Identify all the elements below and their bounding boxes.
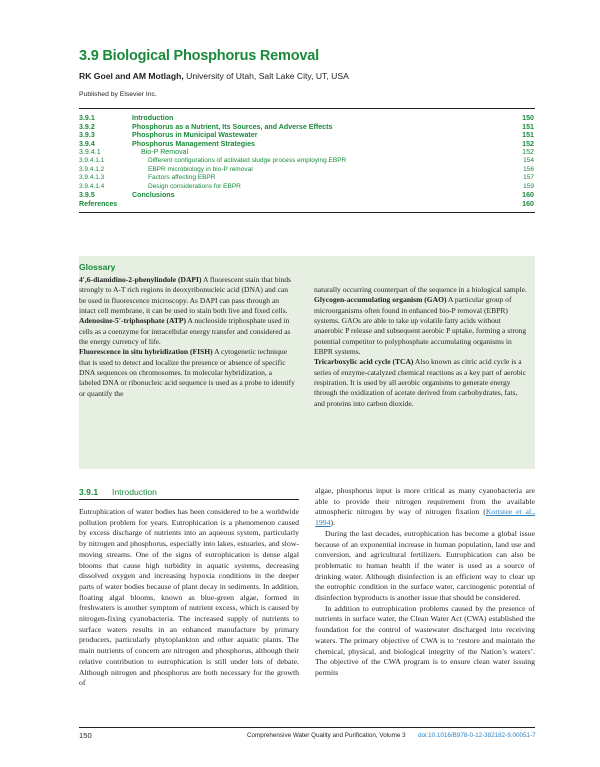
toc-entry[interactable] — [79, 174, 535, 183]
toc-page: 160 — [522, 191, 534, 200]
toc-number: 3.9.2 — [79, 122, 95, 131]
glossary-term: Glycogen-accumulating organism (GAO) — [314, 295, 447, 305]
glossary-term: Tricarboxylic acid cycle (TCA) — [314, 357, 414, 367]
toc-title: Phosphorus as a Nutrient, Its Sources, and Adverse Effects — [132, 122, 333, 131]
toc-page: 157 — [523, 174, 534, 182]
toc-title: Phosphorus in Municipal Wastewater — [132, 131, 258, 140]
toc-number: 3.9.4.1 — [79, 148, 101, 157]
toc-entry[interactable] — [79, 131, 535, 140]
glossary-term: Fluorescence in situ hybridization (FISH) — [79, 347, 213, 357]
toc-page: 156 — [523, 165, 534, 173]
footer-rule — [79, 727, 535, 728]
glossary-definition: Also known as citric acid cycle is a series of enzyme-catalyzed chemical reactions as a key part of aerobic respiration. It is used by all aerobic organisms to generate energy through the oxidization of acetate derived from carbohydrates, fats, and proteins into carbon dioxide. — [314, 357, 527, 408]
toc-page: 151 — [522, 122, 534, 131]
toc-number: 3.9.5 — [79, 191, 95, 200]
body-paragraph: Eutrophication of water bodies has been considered to be a worldwide pollution problem for years. Eutrophication is a phenomenon caused by excess discharge of nutrients into an aqueous system, particularly by nitrogen and phosphorus, especially into lakes, estuaries, and slow-moving streams. One of the signs of eutrophication is dense algal blooms that cause high turbidity in aquatic systems, decreasing dissolved oxygen and increasing hypoxia conditions in the deeper parts of water bodies because of plant decay in sediments. In addition, floating algal blooms, known as blue-green algae, formed in freshwaters is another symptom of nutrient excess, which is caused by nitrogen-fixing cyanobacteria. The increased supply of nutrients to surface waters results in an enhanced manufacture by primary producers, particularly phytoplankton and other aquatic plants. The main nutrients of concern are nitrogen and phosphorus, although their relative contribution to eutrophication is still under lots of debate. Although nitrogen and phosphorus are both necessary for the growth of — [79, 507, 299, 688]
glossary-definition: A nucleoside triphosphate used in cells as a coenzyme for intracellular energy transfer and considered as the energy currency of life. — [79, 316, 291, 347]
glossary-term: 4′,6-diamidino-2-phenylindole (DAPI) — [79, 275, 202, 284]
toc-page: 154 — [523, 156, 534, 164]
glossary-continuation: naturally occurring counterpart of the sequence in a biological sample. — [314, 285, 527, 294]
section-heading — [79, 487, 157, 497]
section-number: 3.9.1 — [79, 487, 99, 497]
toc-title: Phosphorus Management Strategies — [132, 139, 255, 148]
toc-entry[interactable] — [79, 200, 535, 209]
glossary-title: Glossary — [79, 262, 116, 272]
toc-page: 160 — [522, 199, 534, 208]
toc-entry[interactable] — [79, 123, 535, 132]
toc-number: References — [79, 199, 118, 208]
table-of-contents — [79, 114, 535, 209]
toc-number: 3.9.4.1.3 — [79, 174, 105, 182]
toc-top-rule — [79, 108, 535, 109]
glossary-term: Adenosine-5′-triphosphate (ATP) — [79, 316, 187, 326]
author-affiliation: University of Utah, Salt Lake City, UT, USA — [183, 71, 349, 81]
chapter-title: 3.9 Biological Phosphorus Removal — [79, 48, 319, 64]
toc-title: Factors affecting EBPR — [148, 174, 216, 182]
toc-bottom-rule — [79, 212, 535, 213]
section-title: Introduction — [112, 487, 157, 497]
toc-title: Conclusions — [132, 191, 175, 200]
toc-entry[interactable] — [79, 148, 535, 157]
book-title: Comprehensive Water Quality and Purification, Volume 3 — [247, 732, 406, 739]
toc-entry[interactable] — [79, 114, 535, 123]
toc-entry[interactable] — [79, 191, 535, 200]
glossary-left-column — [79, 275, 295, 399]
body-left-column — [79, 507, 299, 689]
toc-page: 150 — [522, 114, 534, 122]
glossary-entry — [79, 316, 295, 347]
toc-entry[interactable] — [79, 140, 535, 149]
toc-entry[interactable] — [79, 166, 535, 175]
toc-number: 3.9.4.1.1 — [79, 156, 105, 164]
glossary-entry — [314, 357, 530, 409]
glossary-definition: A fluorescent stain that binds strongly to A-T rich regions in deoxyribonucleic acid (DNA) and can be used in fluorescence microscopy. As DAPI can pass through an intact cell membrane, it can be used to stain both live and fixed cells. — [79, 275, 291, 316]
toc-title: Design considerations for EBPR — [148, 182, 241, 190]
toc-title: Introduction — [132, 114, 174, 122]
toc-number: 3.9.3 — [79, 131, 95, 140]
toc-number: 3.9.4.1.4 — [79, 182, 105, 190]
glossary-definition: A particular group of microorganisms often found in enhanced bio-P removal (EBPR) systems. GAOs are able to take up volatile fatty acids without anaerobic P release and subsequent aerobic P uptake, forming a strong potential competitor to polyphosphate accumulating organisms in EBPR systems. — [314, 295, 527, 357]
body-text: ). — [330, 518, 336, 528]
toc-entry[interactable] — [79, 157, 535, 166]
toc-page: 152 — [522, 148, 534, 157]
toc-number: 3.9.4 — [79, 139, 95, 148]
citation-link[interactable]: Kortstee et al., 1994 — [315, 507, 535, 528]
body-paragraph: In addition to eutrophication problems caused by the presence of nutrients in surface water, the Clean Water Act (CWA) established the foundation for the control of wastewater discharged into receiving waters. The primary objective of CWA is to ‘restore and maintain the chemical, physical, and biological integrity of the Nation’s waters’. The objective of the CWA program is to ensure clean water issuing permits — [315, 603, 535, 677]
toc-page: 159 — [523, 182, 534, 190]
toc-page: 151 — [522, 131, 534, 140]
glossary-entry — [314, 295, 530, 357]
doi-link[interactable]: doi:10.1016/B978-0-12-382182-9.00051-7 — [418, 732, 536, 739]
author-names: RK Goel and AM Motlagh, — [79, 71, 184, 81]
glossary-definition: A cytogenetic technique that is used to detect and localize the presence or absence of specific DNA sequences on chromosomes. In molecular hybridization, a labeled DNA or ribonucleic acid sequence is used as a probe to identify or quantify the — [79, 347, 295, 398]
body-paragraph — [315, 486, 535, 529]
authors-line — [79, 71, 349, 81]
body-paragraph: During the last decades, eutrophication has become a global issue because of an exponential increase in human population, land use and conversion, and agricultural fertilizers. Eutrophication can also be problematic to human health if the water is used as a source of drinking water. Although disinfection is an efficient way to clear up the eutrophic condition in the surface water, carcinogenic potential of disinfection byproducts is another issue that should be considered. — [315, 528, 535, 603]
glossary-entry — [79, 275, 295, 316]
toc-title: Bio-P Removal — [141, 148, 189, 157]
publisher-line: Published by Elsevier Inc. — [79, 91, 157, 98]
body-text: algae, phosphorus input is more critical as many cyanobacteria are able to provide their nitrogen requirement from the available atmospheric nitrogen by way of nitrogen fixation ( — [315, 486, 535, 517]
toc-title: EBPR microbiology in bio-P removal — [148, 165, 253, 173]
toc-title: Different configurations of activated sludge process employing EBPR — [148, 156, 347, 164]
toc-number: 3.9.4.1.2 — [79, 165, 105, 173]
toc-entry[interactable] — [79, 183, 535, 192]
page-number: 150 — [79, 731, 92, 740]
toc-number: 3.9.1 — [79, 114, 95, 122]
glossary-entry — [79, 347, 295, 399]
section-rule — [79, 499, 299, 500]
glossary-right-column — [314, 285, 530, 409]
body-right-column — [315, 486, 535, 679]
toc-page: 152 — [522, 139, 534, 148]
glossary-box — [79, 256, 535, 469]
